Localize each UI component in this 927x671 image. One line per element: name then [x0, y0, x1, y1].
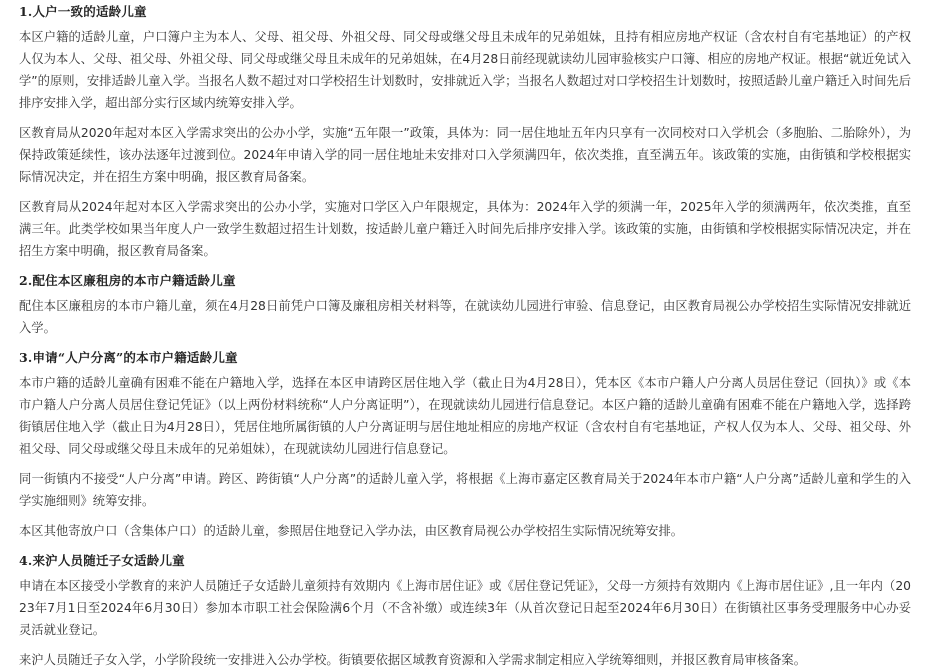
section-1-paragraph-3: 区教育局从2024年起对本区入学需求突出的公办小学，实施对口学区入户年限规定，具体为：2024年入学的须满一年，2025年入学的须满两年，依次类推，直至满三年。此类学校如果当年度人户一致学生数超过招生计划数，按适龄儿童户籍迁入时间先后排序安排入学。该政策的实施，由街镇和学校根据实际情况决定，并在招生方案中明确，报区教育局备案。 [19, 200, 911, 258]
section-2 [19, 270, 911, 339]
section-3-paragraph-3: 本区其他寄放户口（含集体户口）的适龄儿童，参照居住地登记入学办法，由区教育局视公办学校招生实际情况统筹安排。 [19, 524, 684, 538]
section-2-paragraph-1: 配住本区廉租房的本市户籍儿童，须在4月28日前凭户口簿及廉租房相关材料等，在就读幼儿园进行审验、信息登记，由区教育局视公办学校招生实际情况安排就近入学。 [19, 299, 911, 335]
section-heading-4: 4.来沪人员随迁子女适龄儿童 [19, 553, 185, 568]
section-3-paragraph-2: 同一街镇内不接受“人户分离”申请。跨区、跨街镇“人户分离”的适龄儿童入学，将根据《上海市嘉定区教育局关于2024年本市户籍“人户分离”适龄儿童和学生的入学实施细则》统筹安排。 [19, 472, 911, 508]
section-heading-3: 3.申请“人户分离”的本市户籍适龄儿童 [19, 350, 238, 365]
section-heading-2: 2.配住本区廉租房的本市户籍适龄儿童 [19, 273, 236, 288]
section-1 [19, 3, 911, 262]
section-3 [19, 347, 911, 542]
section-1-paragraph-1: 本区户籍的适龄儿童，户口簿户主为本人、父母、祖父母、外祖父母、同父母或继父母且未成年的兄弟姐妹，且持有相应房地产权证（含农村自有宅基地证）的产权人仅为本人、父母、祖父母、外祖父母、同父母或继父母且未成年的兄弟姐妹，在4月28日前经现就读幼儿园审验核实户口簿、相应的房地产权证。根据“就近免试入学”的原则，安排适龄儿童入学。当报名人数不超过对口学校招生计划数时，安排就近入学；当报名人数超过对口学校招生计划数时，按照适龄儿童户籍迁入时间先后排序安排入学，超出部分实行区域内统筹安排入学。 [19, 30, 911, 110]
section-4-paragraph-2: 来沪人员随迁子女入学，小学阶段统一安排进入公办学校。街镇要依据区域教育资源和入学需求制定相应入学统筹细则，并报区教育局审核备案。 [19, 653, 807, 667]
section-4 [19, 550, 911, 671]
section-1-paragraph-2: 区教育局从2020年起对本区入学需求突出的公办小学，实施“五年限一”政策，具体为：同一居住地址五年内只享有一次同校对口入学机会（多胞胎、二胎除外），为保持政策延续性，该办法逐年过渡到位。2024年申请入学的同一居住地址未安排对口入学须满四年，依次类推，直至满五年。该政策的实施，由街镇和学校根据实际情况决定，并在招生方案中明确，报区教育局备案。 [19, 126, 911, 184]
section-4-paragraph-1: 申请在本区接受小学教育的来沪人员随迁子女适龄儿童须持有效期内《上海市居住证》或《居住登记凭证》，父母一方须持有效期内《上海市居住证》,且一年内（2023年7月1日至2024年6月30日）参加本市职工社会保险满6个月（不含补缴）或连续3年（从首次登记日起至2024年6月30日）在街镇社区事务受理服务中心办妥灵活就业登记。 [19, 579, 911, 637]
section-3-paragraph-1: 本市户籍的适龄儿童确有困难不能在户籍地入学，选择在本区申请跨区居住地入学（截止日为4月28日），凭本区《本市户籍人户分离人员居住登记（回执）》或《本市户籍人户分离人员居住登记凭证》（以上两份材料统称“人户分离证明”），在现就读幼儿园进行信息登记。本区户籍的适龄儿童确有困难不能在户籍地入学，选择跨街镇居住地入学（截止日为4月28日），凭居住地所属街镇的人户分离证明与居住地址相应的房地产权证（含农村自有宅基地证，产权人仅为本人、父母、祖父母、外祖父母、同父母或继父母且未成年的兄弟姐妹），在现就读幼儿园进行信息登记。 [19, 376, 911, 456]
section-heading-1: 1.人户一致的适龄儿童 [19, 4, 147, 19]
